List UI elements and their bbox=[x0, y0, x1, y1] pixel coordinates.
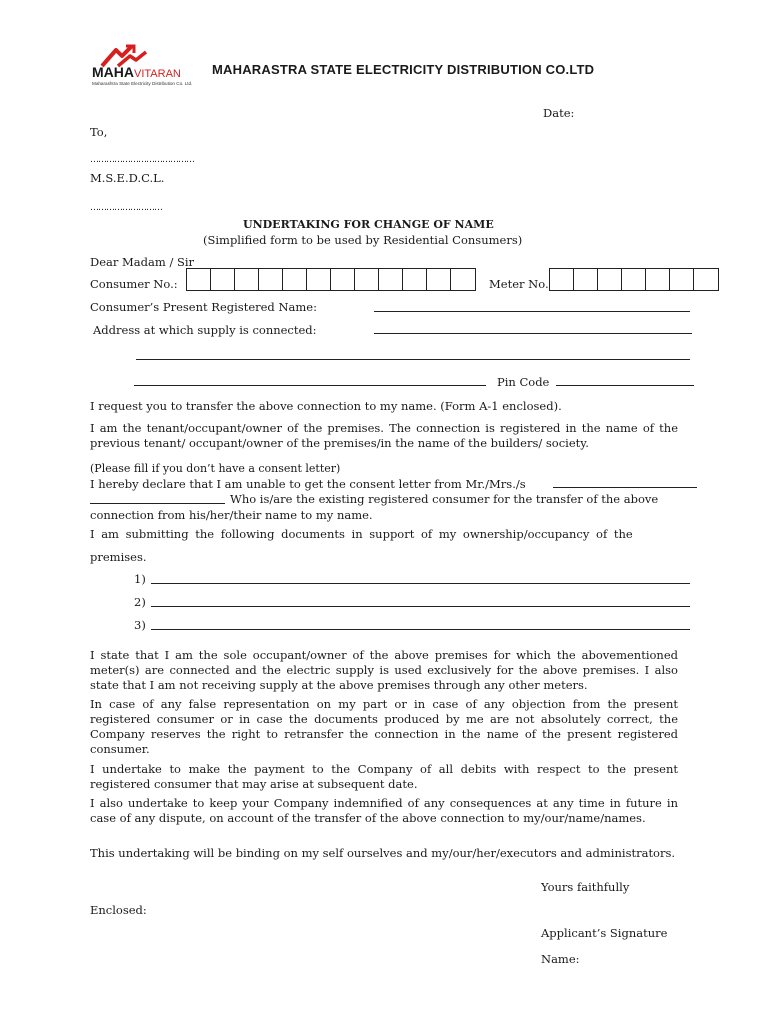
doc-item-2-label: 2) bbox=[134, 595, 146, 609]
indemnify-paragraph: I also undertake to keep your Company indemnified of any consequences at any time in future in case of any dispute, on account of the transfer of the above connection to my/our/name/names. bbox=[90, 796, 678, 825]
address-dots: ……………………… bbox=[90, 203, 162, 213]
documents-line-2: premises. bbox=[90, 550, 147, 564]
false-representation-paragraph: In case of any false representation on my part or in case of any objection from the present registered consumer or in case the documents produced by me are not absolutely correct, the Company reserves the right to retransfer the connection in the name of the present registered consumer. bbox=[90, 697, 678, 756]
consent-line-3: connection from his/her/their name to my name. bbox=[90, 508, 373, 522]
form-subtitle: (Simplified form to be used by Residential Consumers) bbox=[203, 233, 523, 247]
logo-brand-bold: MAHA bbox=[92, 64, 134, 80]
consumer-no-label: Consumer No.: bbox=[90, 277, 178, 291]
consent-name-line[interactable] bbox=[553, 487, 697, 488]
form-title: UNDERTAKING FOR CHANGE OF NAME bbox=[243, 218, 494, 231]
enclosed-label: Enclosed: bbox=[90, 903, 147, 917]
doc-item-1-line[interactable] bbox=[151, 583, 690, 584]
doc-item-3-line[interactable] bbox=[151, 629, 690, 630]
address-line-3[interactable] bbox=[134, 385, 486, 386]
date-label: Date: bbox=[543, 106, 575, 120]
recipient-dots: ………………………………… bbox=[90, 155, 194, 165]
yours-faithfully: Yours faithfully bbox=[541, 880, 630, 894]
signature-label: Applicant’s Signature bbox=[541, 926, 668, 940]
meter-no-label: Meter No. bbox=[489, 277, 549, 291]
consent-line-1: I hereby declare that I am unable to get the consent letter from Mr./Mrs./s bbox=[90, 477, 526, 491]
name-label: Name: bbox=[541, 952, 580, 966]
tenant-paragraph: I am the tenant/occupant/owner of the premises. The connection is registered in the name of the previous tenant/ occupant/owner of the premises/in the name of the builders/ society. bbox=[90, 421, 678, 450]
payment-paragraph: I undertake to make the payment to the Company of all debits with respect to the present registered consumer that may arise at subsequent date. bbox=[90, 762, 678, 791]
address-line-2[interactable] bbox=[136, 359, 690, 360]
consent-note: (Please fill if you don’t have a consent letter) bbox=[90, 462, 341, 475]
logo-brand-rest: VITARAN bbox=[134, 68, 181, 80]
present-name-line[interactable] bbox=[374, 311, 690, 312]
doc-item-1-label: 1) bbox=[134, 572, 146, 586]
company-logo bbox=[90, 44, 200, 94]
present-name-label: Consumer’s Present Registered Name: bbox=[90, 300, 317, 314]
msedcl-label: M.S.E.D.C.L. bbox=[90, 171, 165, 185]
pin-code-label: Pin Code bbox=[497, 375, 550, 389]
documents-line-1: I am submitting the following documents in support of my ownership/occupancy of the bbox=[90, 527, 633, 541]
address-label: Address at which supply is connected: bbox=[93, 323, 317, 337]
consumer-no-boxes[interactable] bbox=[186, 268, 476, 291]
doc-item-3-label: 3) bbox=[134, 618, 146, 632]
meter-no-boxes[interactable] bbox=[549, 268, 719, 291]
doc-item-2-line[interactable] bbox=[151, 606, 690, 607]
logo-tagline: Maharashtra State Electricity Distribution Co. Ltd. bbox=[92, 81, 193, 86]
request-paragraph: I request you to transfer the above connection to my name. (Form A-1 enclosed). bbox=[90, 399, 562, 413]
sole-occupant-paragraph: I state that I am the sole occupant/owner of the above premises for which the abovementioned meter(s) are connected and the electric supply is used exclusively for the above premises. I also state that I am not receiving supply at the above premises through any other meters. bbox=[90, 648, 678, 692]
pin-code-line[interactable] bbox=[556, 385, 694, 386]
address-line-1[interactable] bbox=[374, 333, 692, 334]
binding-paragraph: This undertaking will be binding on my self ourselves and my/our/her/executors and administrators. bbox=[90, 846, 676, 860]
company-name: MAHARASTRA STATE ELECTRICITY DISTRIBUTION CO.LTD bbox=[212, 62, 595, 77]
consent-line-2: Who is/are the existing registered consumer for the transfer of the above bbox=[230, 492, 659, 506]
salutation: Dear Madam / Sir bbox=[90, 255, 195, 269]
to-label: To, bbox=[90, 125, 108, 139]
consent-name-line-2[interactable] bbox=[90, 503, 225, 504]
